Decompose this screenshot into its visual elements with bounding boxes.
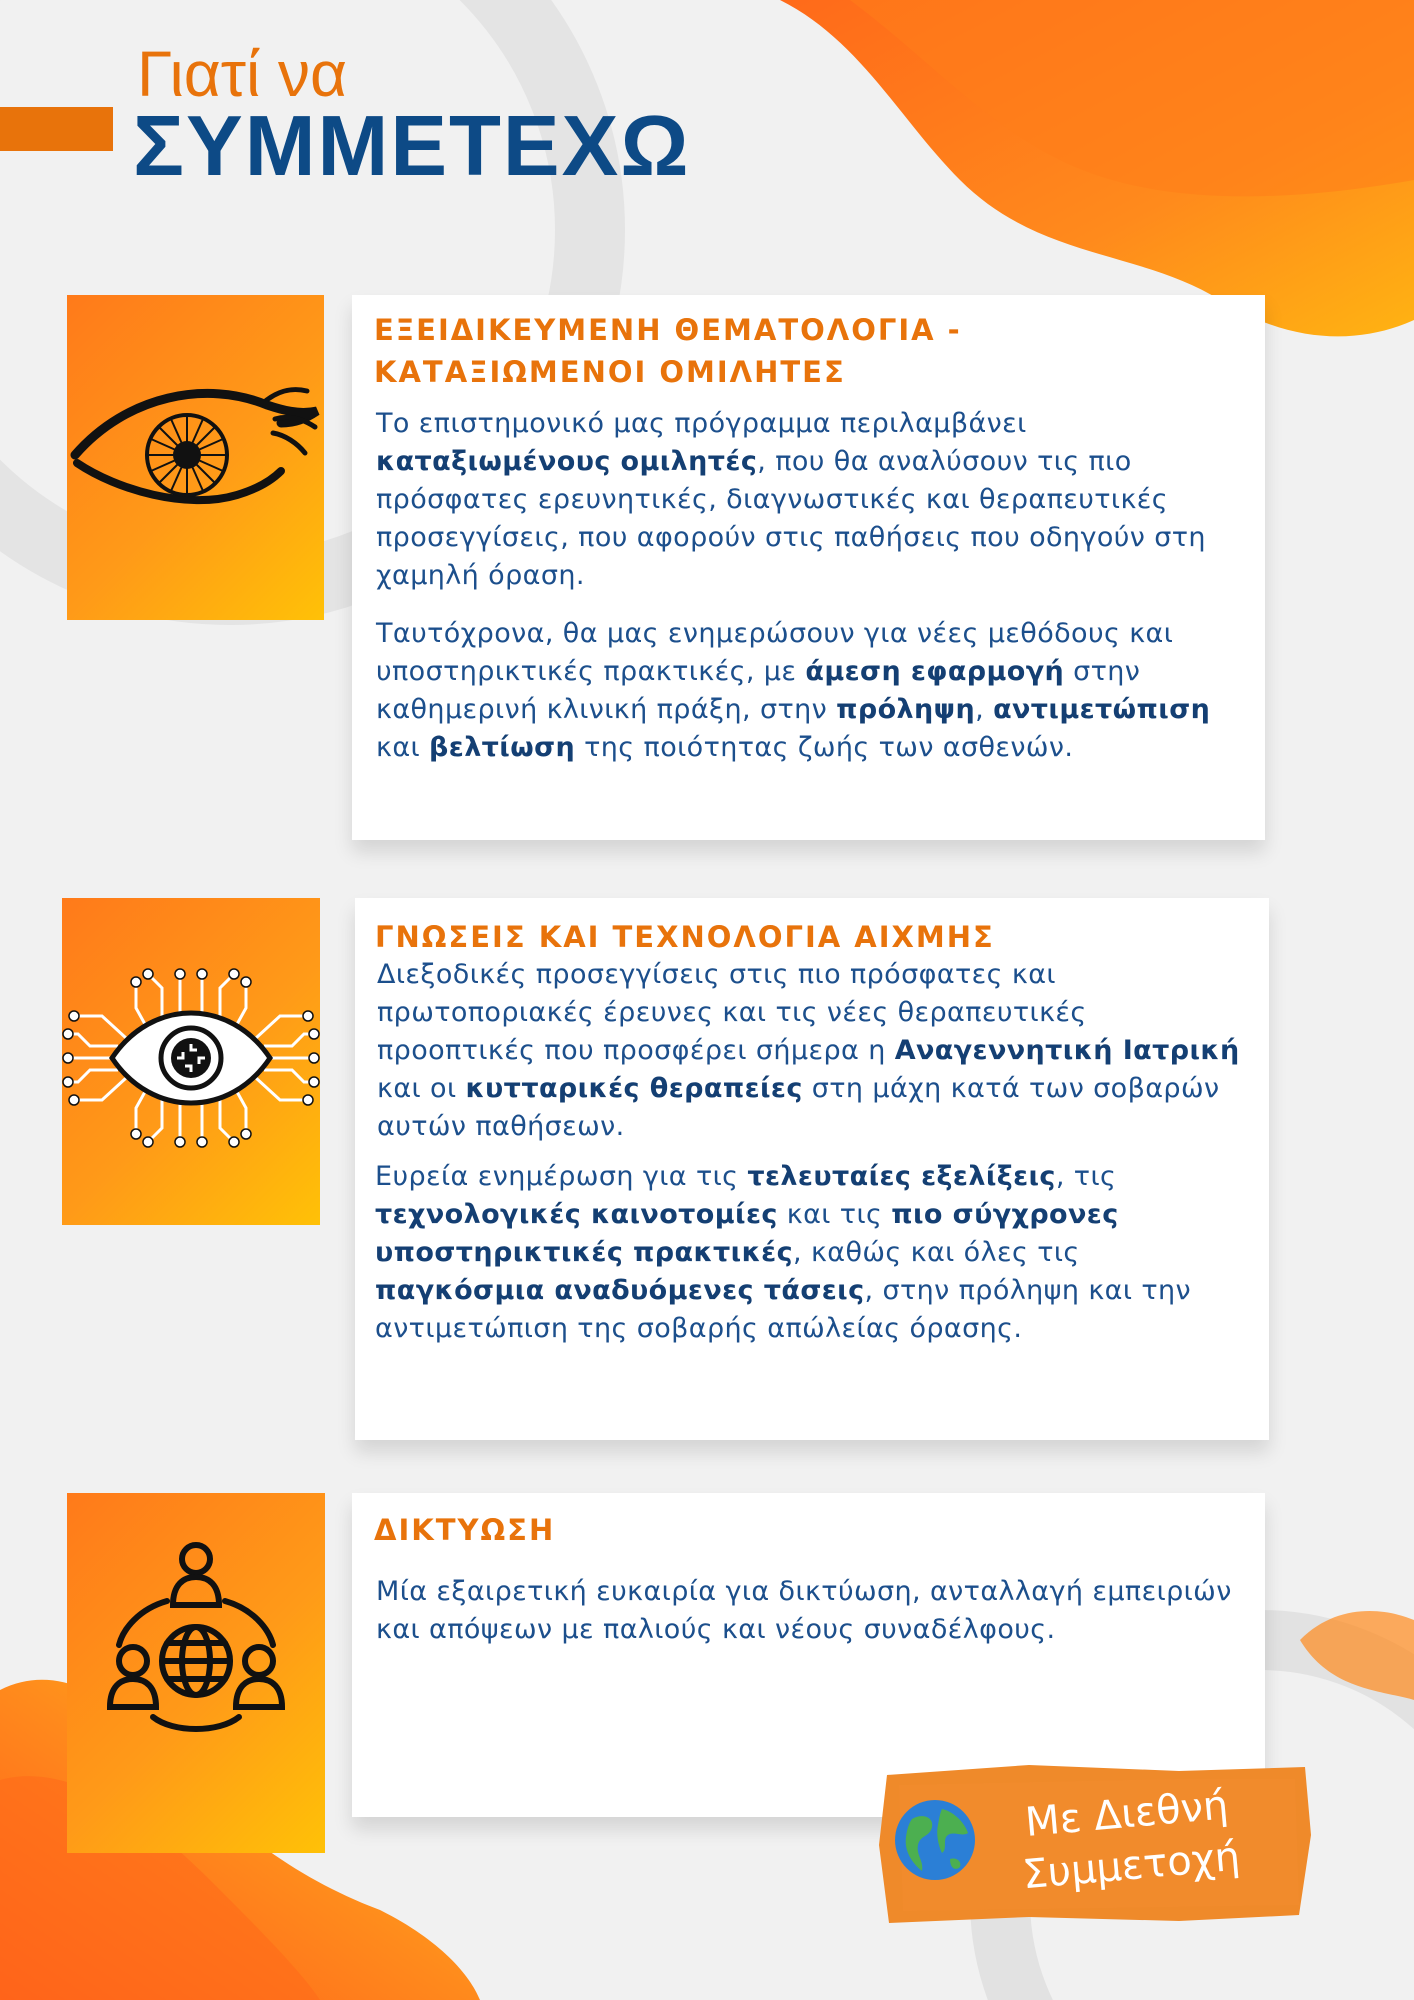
text-span: , που θα αναλύσουν τις πιο πρόσφατες ερευνητικές, διαγνωστικές και θεραπευτικές προσεγγίσεις, που αφορούν στις παθήσεις που οδηγούν στη χαμηλή όραση. <box>376 446 1206 591</box>
page-title-line1: Γιατί να <box>137 38 347 110</box>
bold-text: τελευταίες εξελίξεις <box>747 1161 1056 1192</box>
text-span: Ταυτόχρονα, θα μας ενημερώσουν για νέες μεθόδους και υποστηρικτικές πρακτικές, με <box>376 618 1174 687</box>
section-1-heading <box>374 309 1245 393</box>
section-2-paragraph-1 <box>375 956 1249 1146</box>
bold-text: πιο σύγχρονες υποστηρικτικές πρακτικές <box>375 1199 1119 1268</box>
section-3-heading <box>374 1509 1245 1551</box>
bold-text: παγκόσμια αναδυόμενες τάσεις <box>375 1275 865 1306</box>
bold-text: άμεση εφαρμογή <box>805 656 1065 687</box>
section-3-icon-tile <box>67 1493 325 1853</box>
text-span: Ευρεία ενημέρωση για τις <box>375 1161 748 1192</box>
text-span: στη μάχη κατά των σοβαρών αυτών παθήσεων. <box>377 1073 1220 1142</box>
section-2-card <box>355 898 1269 1440</box>
page-title-line2: ΣΥΜΜΕΤΕΧΩ <box>133 99 691 194</box>
bold-text: καταξιωμένους ομιλητές <box>376 446 758 477</box>
bold-text: αντιμετώπιση <box>993 694 1211 725</box>
text-span: και <box>376 732 430 763</box>
badge-line1: Με Διεθνή <box>1023 1782 1231 1846</box>
section-2-heading-line1: ΓΝΩΣΕΙΣ ΚΑΙ ΤΕΧΝΟΛΟΓΙΑ ΑΙΧΜΗΣ <box>375 920 995 954</box>
bold-text: βελτίωση <box>429 732 576 763</box>
bold-text: τεχνολογικές καινοτομίες <box>375 1199 778 1230</box>
text-span: Διεξοδικές προσεγγίσεις στις πιο πρόσφατες και πρωτοποριακές έρευνες και τις νέες θεραπευτικές προοπτικές που προσφέρει σήμερα η <box>377 959 1087 1066</box>
bold-text: Αναγεννητική Ιατρική <box>894 1035 1240 1066</box>
section-3-heading-line1: ΔΙΚΤΥΩΣΗ <box>374 1513 556 1547</box>
section-1-card <box>352 295 1265 840</box>
bold-text: κυτταρικές θεραπείες <box>465 1073 803 1104</box>
section-1-paragraph-2 <box>374 615 1245 767</box>
badge-line2: Συμμετοχή <box>1020 1833 1242 1899</box>
eye-icon <box>67 295 324 620</box>
section-1-heading-line1: ΕΞΕΙΔΙΚΕΥΜΕΝΗ ΘΕΜΑΤΟΛΟΓΙΑ - <box>374 313 962 347</box>
text-span: , στην πρόληψη και την αντιμετώπιση της σοβαρής απώλείας όρασης. <box>375 1275 1192 1344</box>
text-span: και τις <box>777 1199 892 1230</box>
bold-text: πρόληψη <box>836 694 976 725</box>
section-2-heading <box>375 916 1249 958</box>
section-1-paragraph-1 <box>374 405 1245 595</box>
section-3-paragraph-1 <box>374 1573 1245 1649</box>
networking-globe-icon <box>67 1493 325 1853</box>
text-span: της ποιότητας ζωής των ασθενών. <box>575 732 1074 763</box>
text-span: στην καθημερινή κλινική πράξη, στην <box>376 656 1141 725</box>
text-span: Μία εξαιρετική ευκαιρία για δικτύωση, ανταλλαγή εμπειριών και απόψεων με παλιούς και νέους συναδέλφους. <box>376 1576 1232 1645</box>
text-span: , <box>975 694 994 725</box>
title-accent-bar <box>0 107 113 151</box>
section-1-heading-line2: ΚΑΤΑΞΙΩΜΕΝΟΙ ΟΜΙΛΗΤΕΣ <box>374 355 846 389</box>
section-1-icon-tile <box>67 295 324 620</box>
section-2-icon-tile <box>62 898 320 1225</box>
text-span: , καθώς και όλες τις <box>793 1237 1080 1268</box>
text-span: και οι <box>377 1073 466 1104</box>
text-span: , τις <box>1055 1161 1117 1192</box>
earth-globe-icon <box>892 1797 978 1883</box>
tech-eye-icon <box>62 898 320 1225</box>
text-span: Το επιστημονικό μας πρόγραμμα περιλαμβάνει <box>376 408 1027 439</box>
section-2-paragraph-2 <box>375 1158 1249 1348</box>
